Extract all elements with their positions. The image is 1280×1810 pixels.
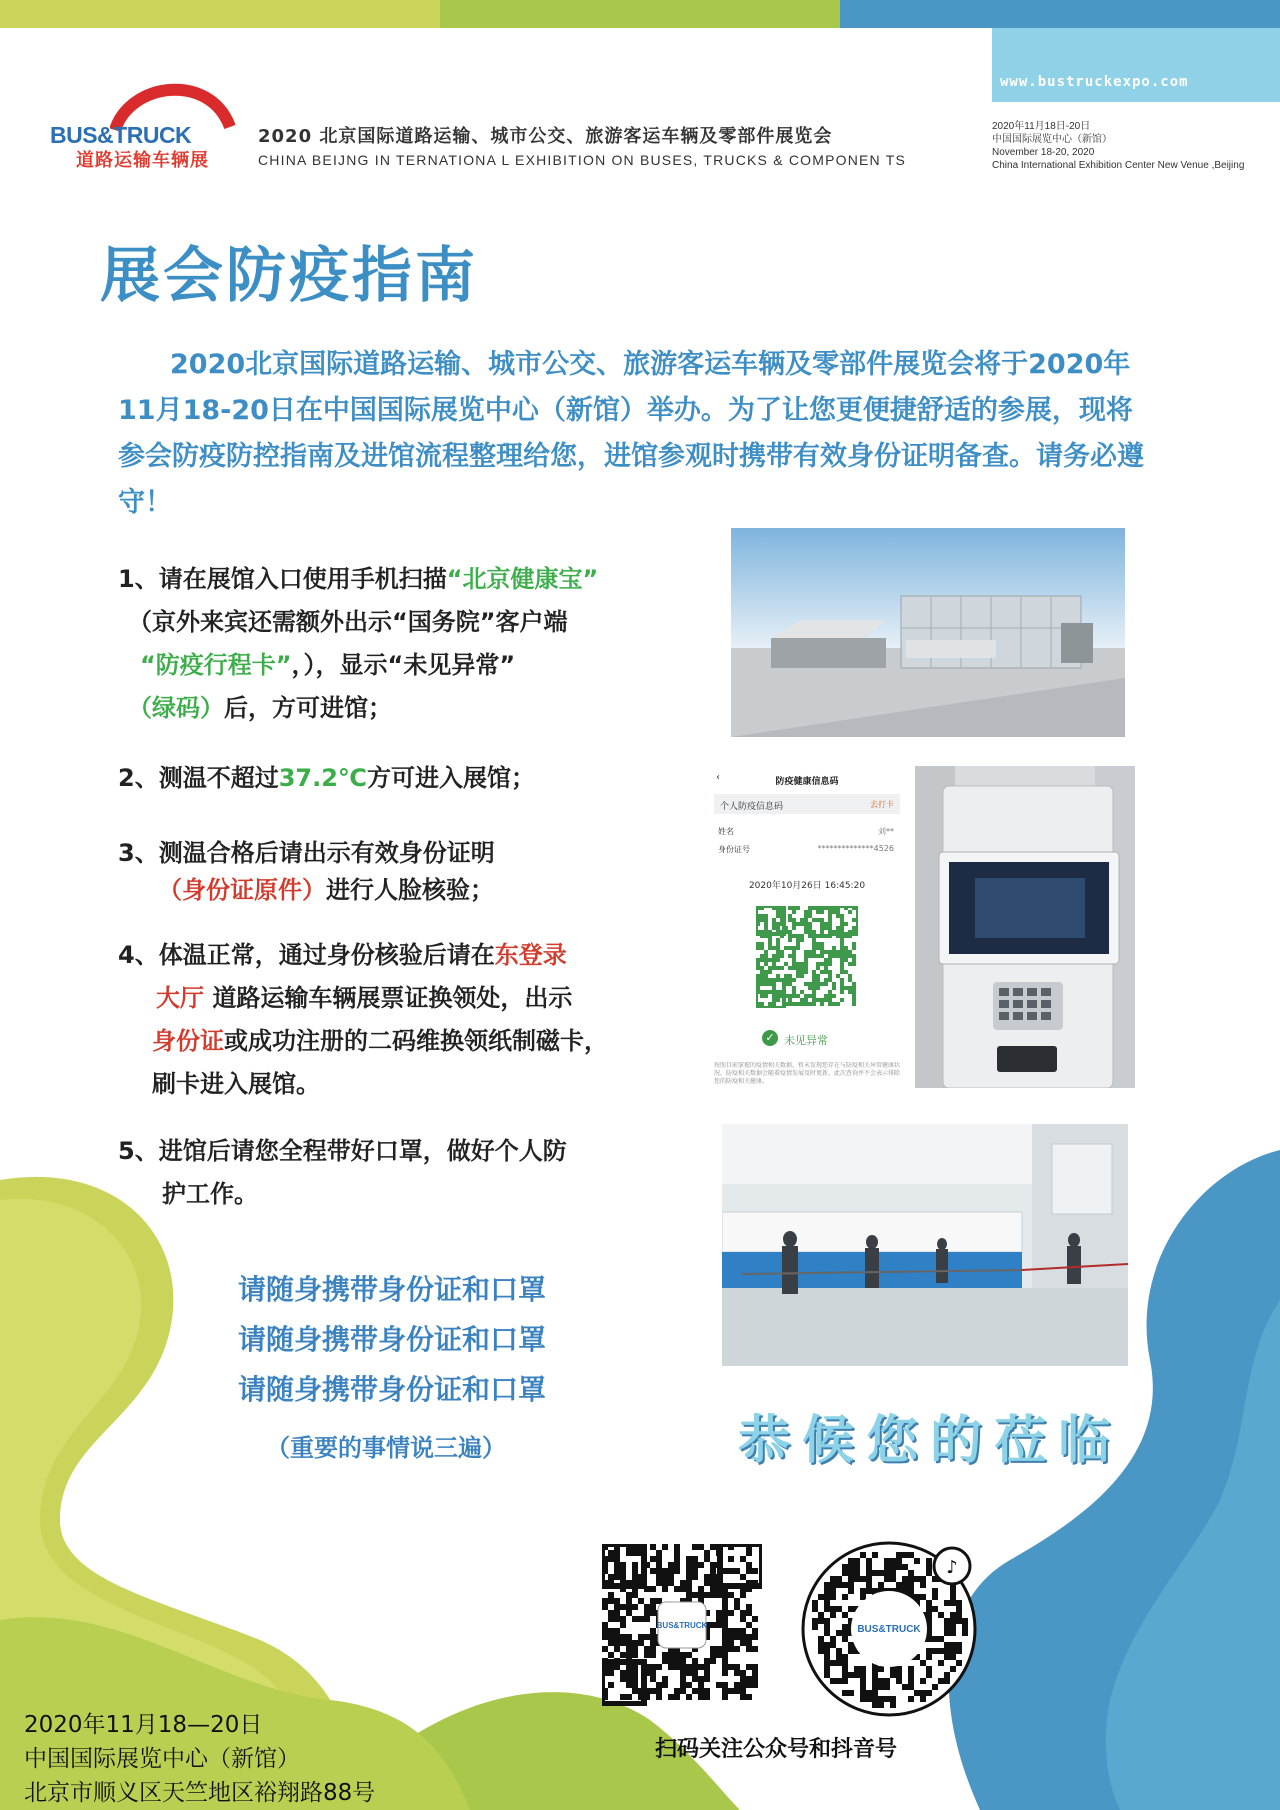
item4-text-g: 刷卡进入展馆。 xyxy=(152,1070,320,1098)
name-label: 姓名 xyxy=(718,827,734,836)
reminder-note: （重要的事情说三遍） xyxy=(266,1434,506,1462)
face-verification-kiosk-photo xyxy=(915,766,1135,1088)
item4-text-f: 或成功注册的二码维换领纸制磁卡， xyxy=(224,1027,608,1055)
item2-text-c: 方可进入展馆； xyxy=(366,764,535,792)
check-icon: ✓ xyxy=(762,1030,778,1046)
top-color-bar xyxy=(0,0,1280,28)
douyin-qr-code-icon[interactable] xyxy=(800,1540,978,1718)
header-date-venue xyxy=(992,120,1277,172)
item3-id-original: （身份证原件） xyxy=(158,876,326,904)
id-value: **************4526 xyxy=(817,844,894,853)
header-venue-cn: 中国国际展览中心（新馆） xyxy=(992,134,1112,145)
checkin-link: 去打卡 xyxy=(870,800,894,809)
item4-text-a: 4、体温正常，通过身份核验后请在 xyxy=(118,941,495,969)
item1-green-code: （绿码） xyxy=(128,694,224,722)
reminder-line-3: 请随身携带身份证和口罩 xyxy=(238,1373,547,1406)
status-text: 未见异常 xyxy=(784,1034,828,1047)
reminder-line-1: 请随身携带身份证和口罩 xyxy=(238,1273,547,1306)
status-footnote: 按照目前掌握的疫情相关数据，暂未发现您存在与防疫相关异常健康状况。防疫相关数据会随着疫情发展及时更新，此次查询并不会表示排除您的防疫相关健康。 xyxy=(714,1062,900,1085)
guide-item-1 xyxy=(118,558,718,730)
health-code-tab-bar xyxy=(714,794,900,814)
guide-item-4 xyxy=(118,934,718,1106)
url-box xyxy=(992,28,1280,102)
timestamp: 2020年10月26日 16:45:20 xyxy=(748,881,866,891)
guide-item-2 xyxy=(118,757,535,800)
item1-health-app: “北京健康宝” xyxy=(446,565,599,593)
website-url[interactable]: www.bustruckexpo.com xyxy=(1000,74,1189,90)
item5-text-a: 5、进馆后请您全程带好口罩，做好个人防 xyxy=(118,1137,567,1165)
health-code-title: 防疫健康信息码 xyxy=(775,777,839,787)
item3-text-a: 3、测温合格后请出示有效身份证明 xyxy=(118,839,495,867)
name-value: 刘** xyxy=(878,827,894,836)
logo-text-en: BUS&TRUCK xyxy=(50,122,192,148)
venue-entrance-photo xyxy=(731,528,1125,737)
guide-item-3 xyxy=(118,832,495,912)
wechat-qr-code-icon[interactable] xyxy=(602,1544,762,1706)
qr-caption: 扫码关注公众号和抖音号 xyxy=(655,1737,898,1762)
back-arrow-icon: ‹ xyxy=(716,772,720,783)
item1-text-e: ，），显示“未见异常” xyxy=(291,651,516,679)
item4-id-card: 身份证 xyxy=(152,1027,224,1055)
item5-text-b: 护工作。 xyxy=(162,1180,258,1208)
welcome-slogan: 恭候您的莅临 xyxy=(738,1411,1123,1471)
svg-text:BUS&TRUCK: BUS&TRUCK xyxy=(656,1621,708,1630)
id-label: 身份证号 xyxy=(718,845,750,854)
footer-date: 2020年11月18—20日 xyxy=(24,1712,263,1738)
svg-text:BUS&TRUCK: BUS&TRUCK xyxy=(857,1624,921,1635)
item2-text-a: 2、测温不超过 xyxy=(118,764,279,792)
header-venue-en: China International Exhibition Center New Venue ,Beijing xyxy=(992,160,1245,171)
header-date-en: November 18-20, 2020 xyxy=(992,147,1095,158)
registration-hall-photo xyxy=(722,1124,1128,1366)
reminder-line-2: 请随身携带身份证和口罩 xyxy=(238,1323,547,1356)
health-code-screenshot xyxy=(710,766,904,1096)
logo-text-cn: 道路运输车辆展 xyxy=(76,150,209,171)
guide-item-5 xyxy=(118,1130,698,1216)
item4-hall: 大厅 xyxy=(156,984,204,1012)
footer-venue: 中国国际展览中心（新馆） xyxy=(24,1746,300,1772)
health-code-tab: 个人防疫信息码 xyxy=(720,802,784,812)
header-title-en: CHINA BEIJNG IN TERNATIONA L EXHIBITION ON BUSES, TRUCKS & COMPONEN TS xyxy=(258,152,906,168)
item1-text-g: 后，方可进馆； xyxy=(224,694,392,722)
item4-text-d: 道路运输车辆展票证换领处，出示 xyxy=(212,984,573,1012)
footer-address: 北京市顺义区天竺地区裕翔路88号 xyxy=(24,1780,376,1806)
intro-paragraph: 2020北京国际道路运输、城市公交、旅游客运车辆及零部件展览会将于2020年11月18-20日在中国国际展览中心（新馆）举办。为了让您更便捷舒适的参展，现将参会防疫防控指南及进馆流程整理给您，进馆参观时携带有效身份证明备查。请务必遵守！ xyxy=(118,349,1144,518)
green-qr-code-icon xyxy=(756,906,858,1008)
svg-text:♪: ♪ xyxy=(946,1557,958,1578)
page-title: 展会防疫指南 xyxy=(100,241,478,311)
item1-text-a: 1、请在展馆入口使用手机扫描 xyxy=(118,565,447,593)
item3-text-c: 进行人脸核验； xyxy=(326,876,494,904)
expo-logo xyxy=(50,72,235,172)
item4-east-hall: 东登录 xyxy=(494,941,567,969)
header-title-cn: 2020 北京国际道路运输、城市公交、旅游客运车辆及零部件展览会 xyxy=(258,126,833,147)
item1-trip-card: “防疫行程卡” xyxy=(140,651,292,679)
item2-temperature: 37.2℃ xyxy=(278,764,367,792)
header-date-cn: 2020年11月18日-20日 xyxy=(992,121,1091,132)
item1-text-c: （京外来宾还需额外出示“国务院”客户端 xyxy=(128,608,568,636)
